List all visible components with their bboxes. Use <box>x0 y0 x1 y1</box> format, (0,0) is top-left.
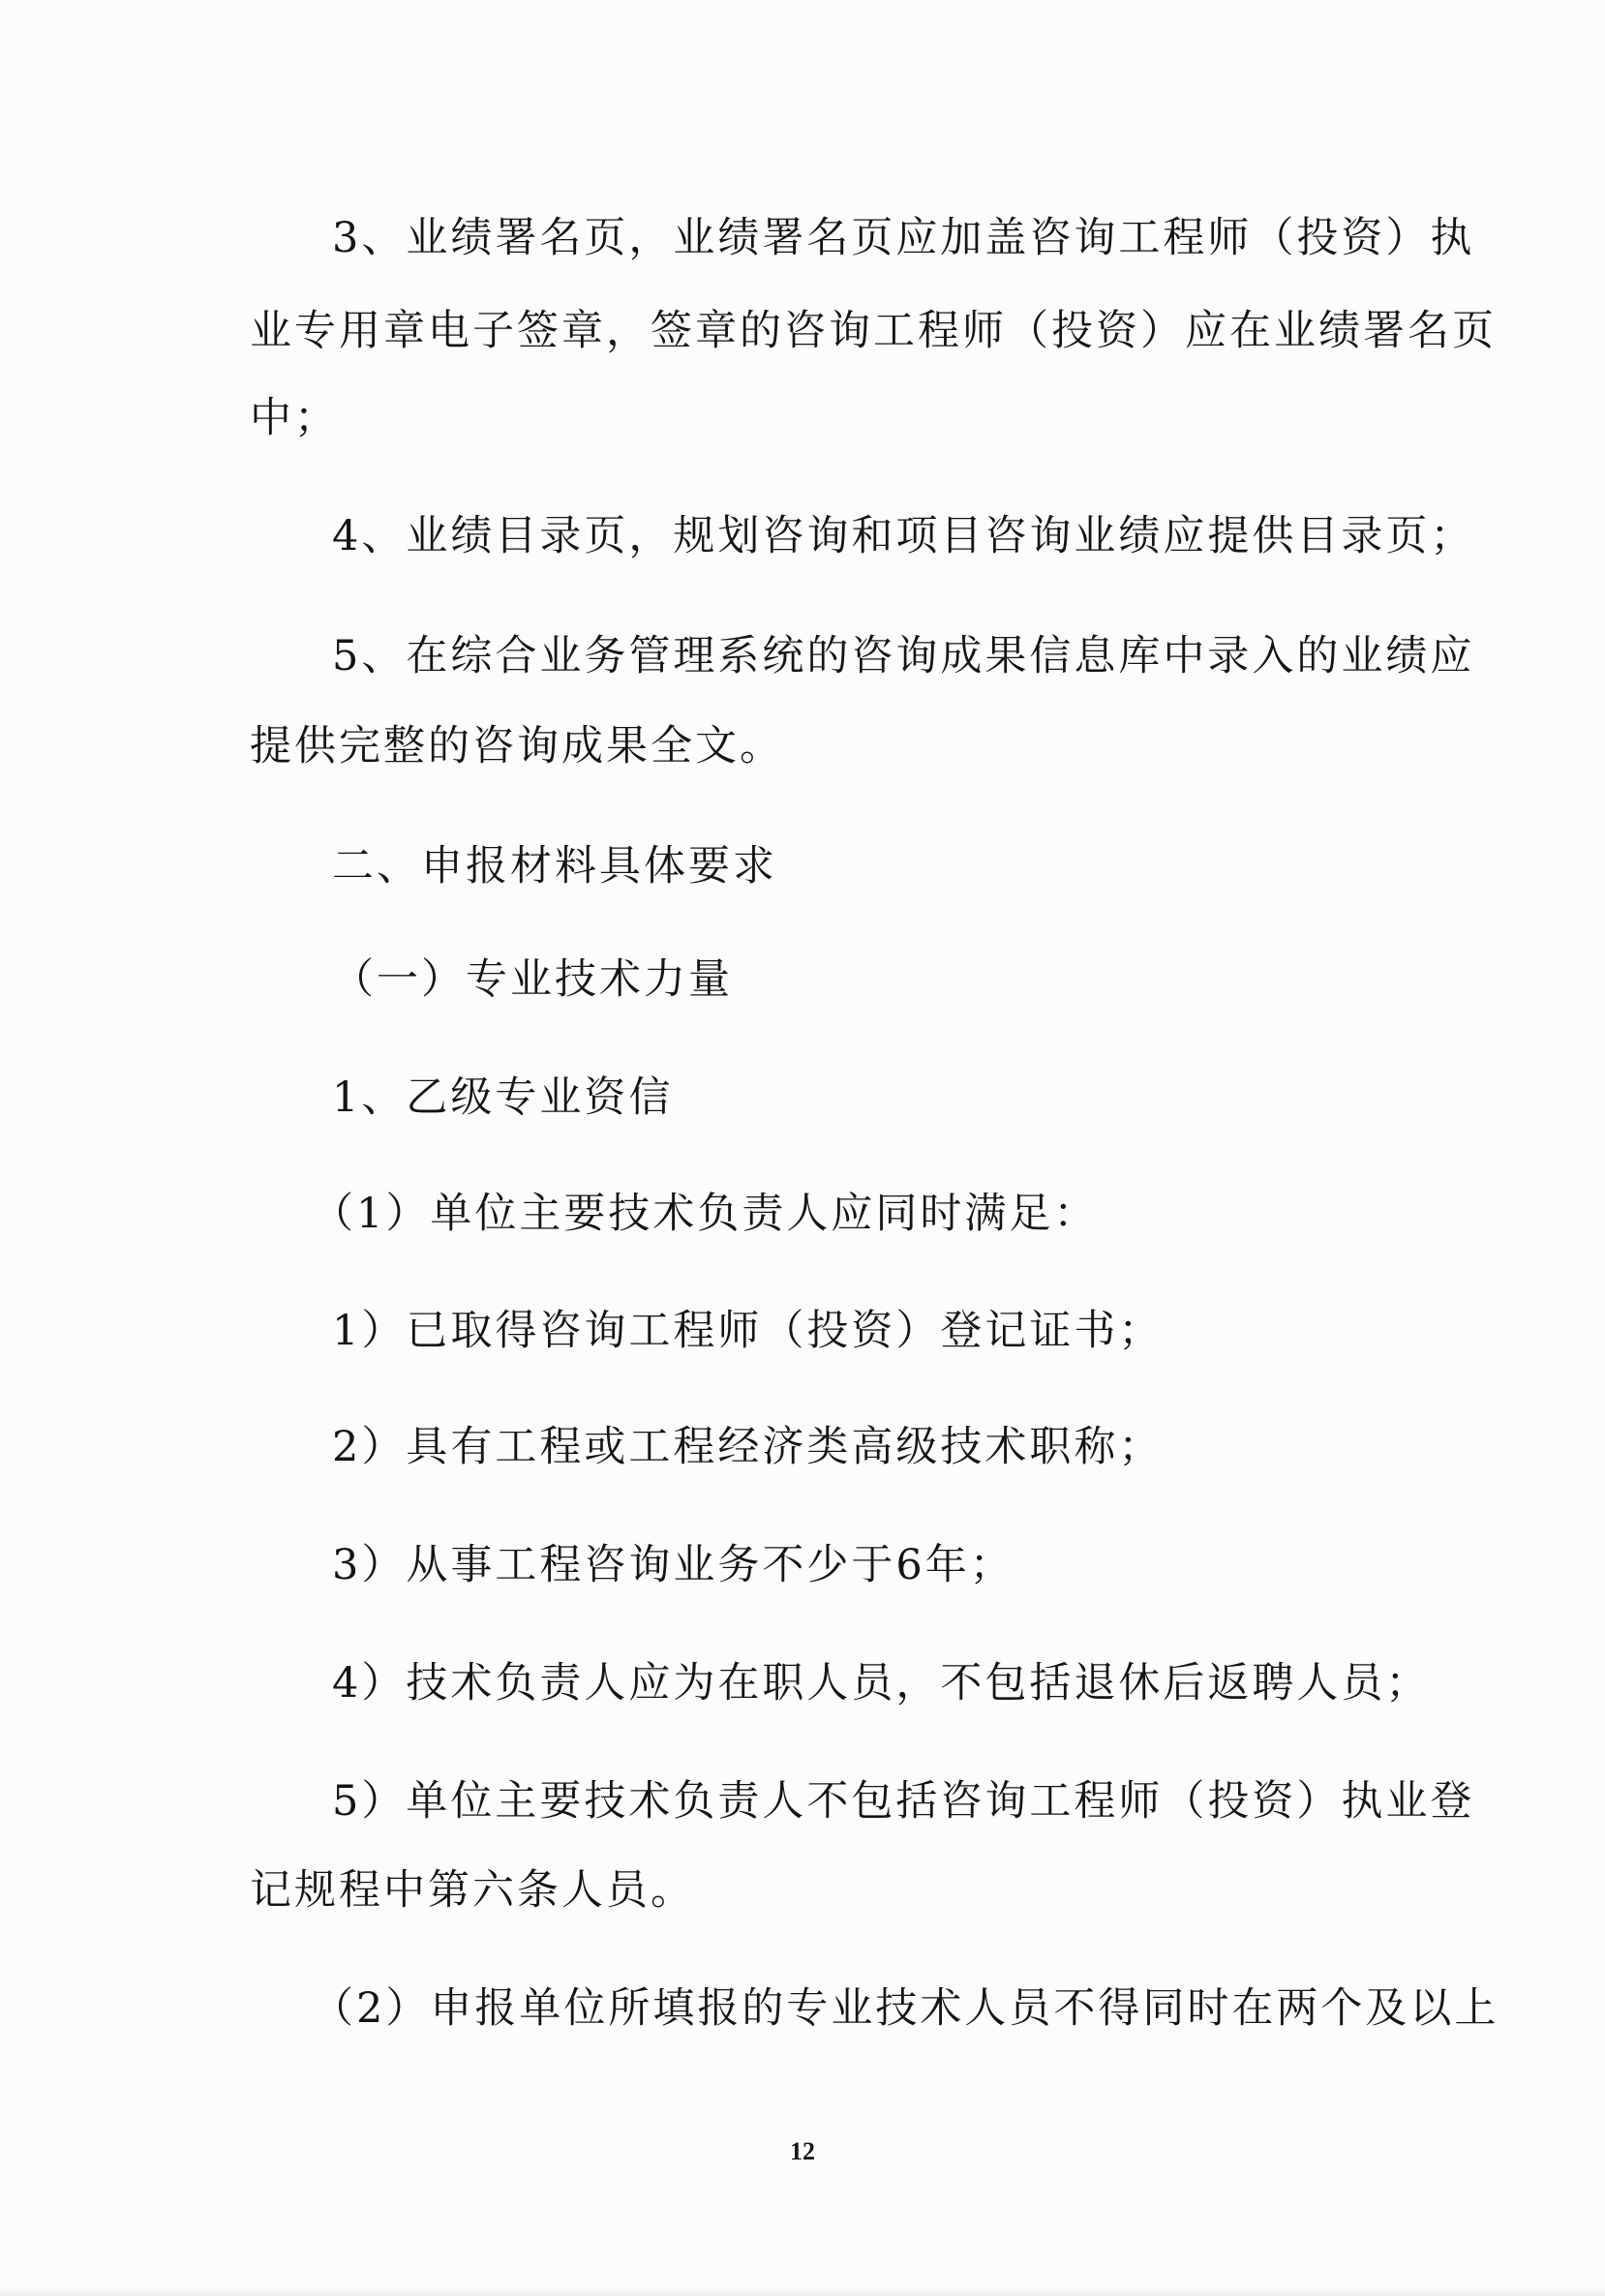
text-line: （2）申报单位所填报的专业技术人员不得同时在两个及以上 <box>312 1984 1499 2033</box>
item-heading: 1、乙级专业资信 <box>332 1073 674 1122</box>
text-line: 3、业绩署名页，业绩署名页应加盖咨询工程师（投资）执 <box>332 214 1475 262</box>
list-item: 1）已取得咨询工程师（投资）登记证书； <box>332 1307 1164 1355</box>
scan-edge-shadow <box>0 2286 1605 2296</box>
list-item: 3）从事工程咨询业务不少于6年； <box>332 1541 1014 1589</box>
list-item: 2）具有工程或工程经济类高级技术职称； <box>332 1423 1164 1471</box>
page-number: 12 <box>790 2137 815 2165</box>
text-line: 中； <box>250 394 339 442</box>
text-line: 5、在综合业务管理系统的咨询成果信息库中录入的业绩应 <box>332 632 1475 680</box>
list-item: 4）技术负责人应为在职人员，不包括退休后返聘人员； <box>332 1659 1431 1707</box>
text-line: 提供完整的咨询成果全文。 <box>250 722 784 770</box>
text-line: 业专用章电子签章，签章的咨询工程师（投资）应在业绩署名页 <box>250 307 1497 355</box>
subsection-heading: （一）专业技术力量 <box>332 955 733 1004</box>
text-line: （1）单位主要技术负责人应同时满足： <box>312 1190 1099 1238</box>
text-line: 4、业绩目录页，规划咨询和项目咨询业绩应提供目录页； <box>332 512 1475 560</box>
text-line: 记规程中第六条人员。 <box>250 1866 695 1915</box>
list-item: 5）单位主要技术负责人不包括咨询工程师（投资）执业登 <box>332 1777 1475 1826</box>
section-heading: 二、申报材料具体要求 <box>332 842 777 891</box>
